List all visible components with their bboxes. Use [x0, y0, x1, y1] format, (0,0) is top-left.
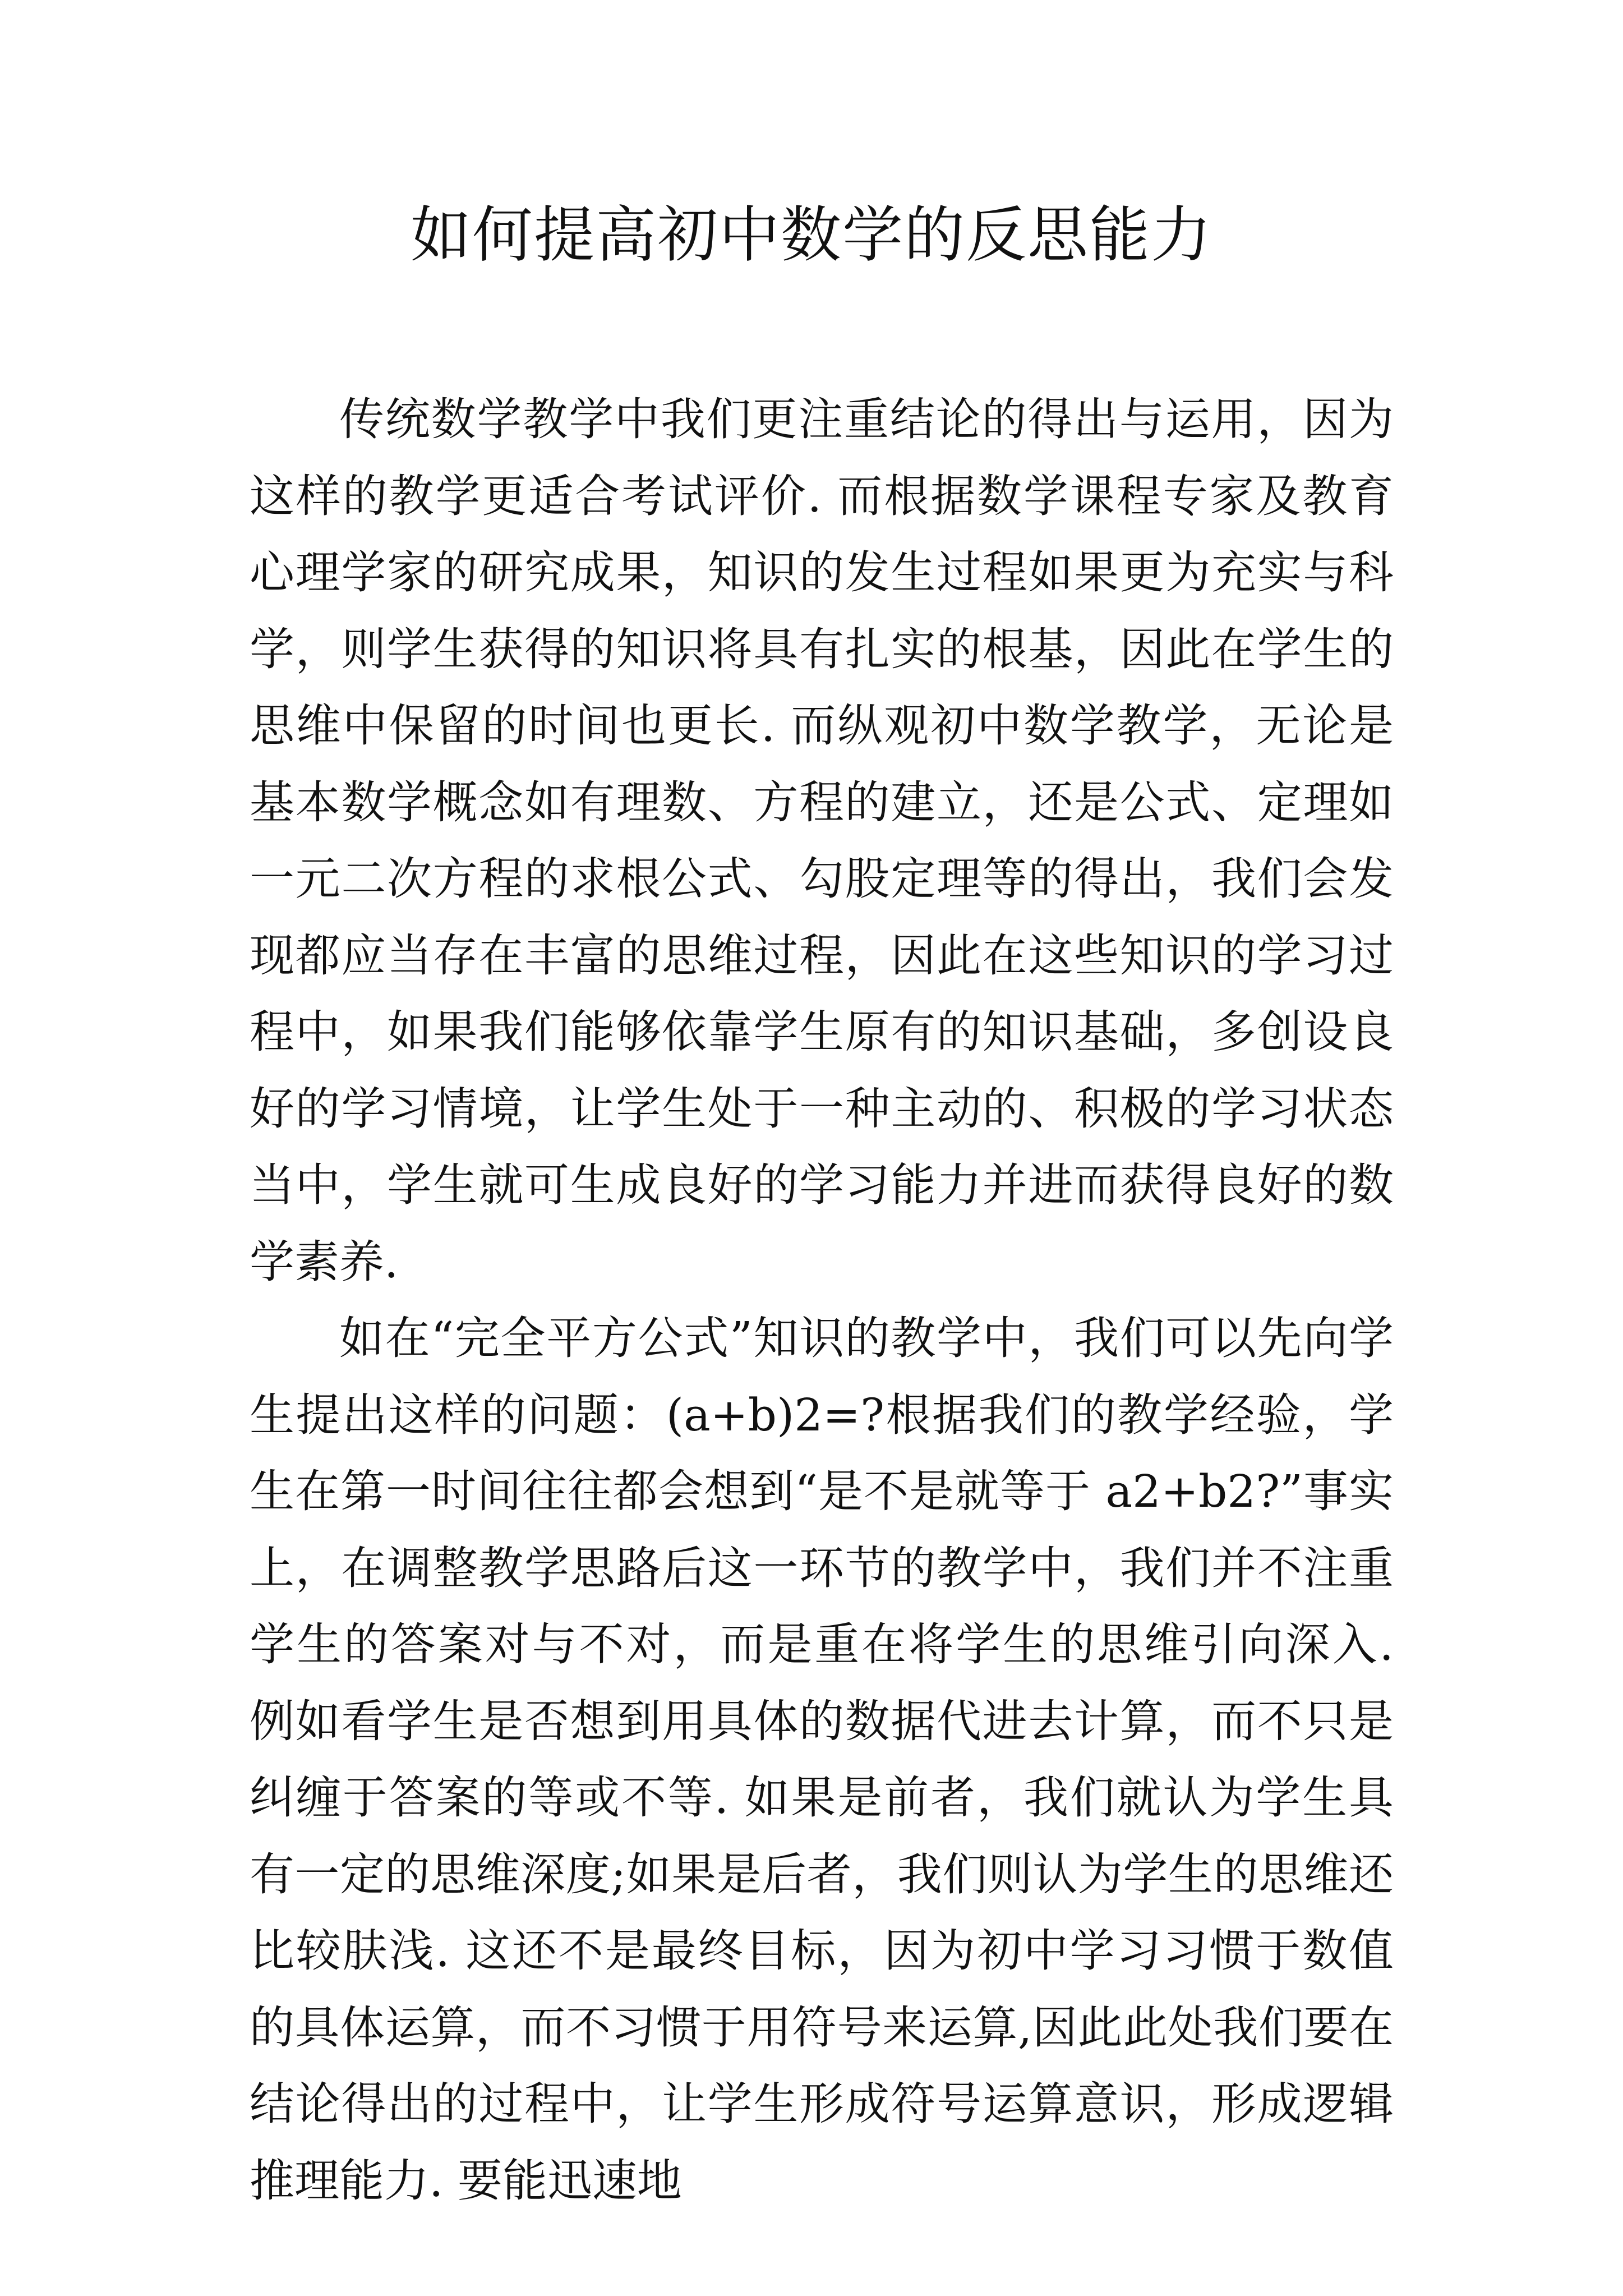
paragraph-2: 如在“完全平方公式”知识的教学中，我们可以先向学生提出这样的问题：(a+b)2=?根据我们的教学经验，学生在第一时间往往都会想到“是不是就等于 a2+b2?”事实上，在调整教学思路后这一环节的教学中，我们并不注重学生的答案对与不对，而是重在将学生的思维引向深入. 例如看学生是否想到用具体的数据代进去计算，而不只是纠缠于答案的等或不等. 如果是前者，我们就认为学生具有一定的思维深度;如果是后者，我们则认为学生的思维还比较肤浅. 这还不是最终目标，因为初中学习习惯于数值的具体运算，而不习惯于用符号来运算,因此此处我们要在结论得出的过程中，让学生形成符号运算意识，形成逻辑推理能力. 要能迅速地 [250, 1312, 1394, 2207]
paragraph-1: 传统数学教学中我们更注重结论的得出与运用，因为这样的教学更适合考试评价. 而根据数学课程专家及教育心理学家的研究成果，知识的发生过程如果更为充实与科学，则学生获得的知识将具有扎实的根基，因此在学生的思维中保留的时间也更长. 而纵观初中数学教学，无论是基本数学概念如有理数、方程的建立，还是公式、定理如一元二次方程的求根公式、勾股定理等的得出，我们会发现都应当存在丰富的思维过程，因此在这些知识的学习过程中，如果我们能够依靠学生原有的知识基础，多创设良好的学习情境，让学生处于一种主动的、积极的学习状态当中，学生就可生成良好的学习能力并进而获得良好的数学素养. [250, 393, 1394, 1288]
document-body [250, 381, 1394, 2219]
document-title: 如何提高初中数学的反思能力 [410, 200, 1212, 270]
